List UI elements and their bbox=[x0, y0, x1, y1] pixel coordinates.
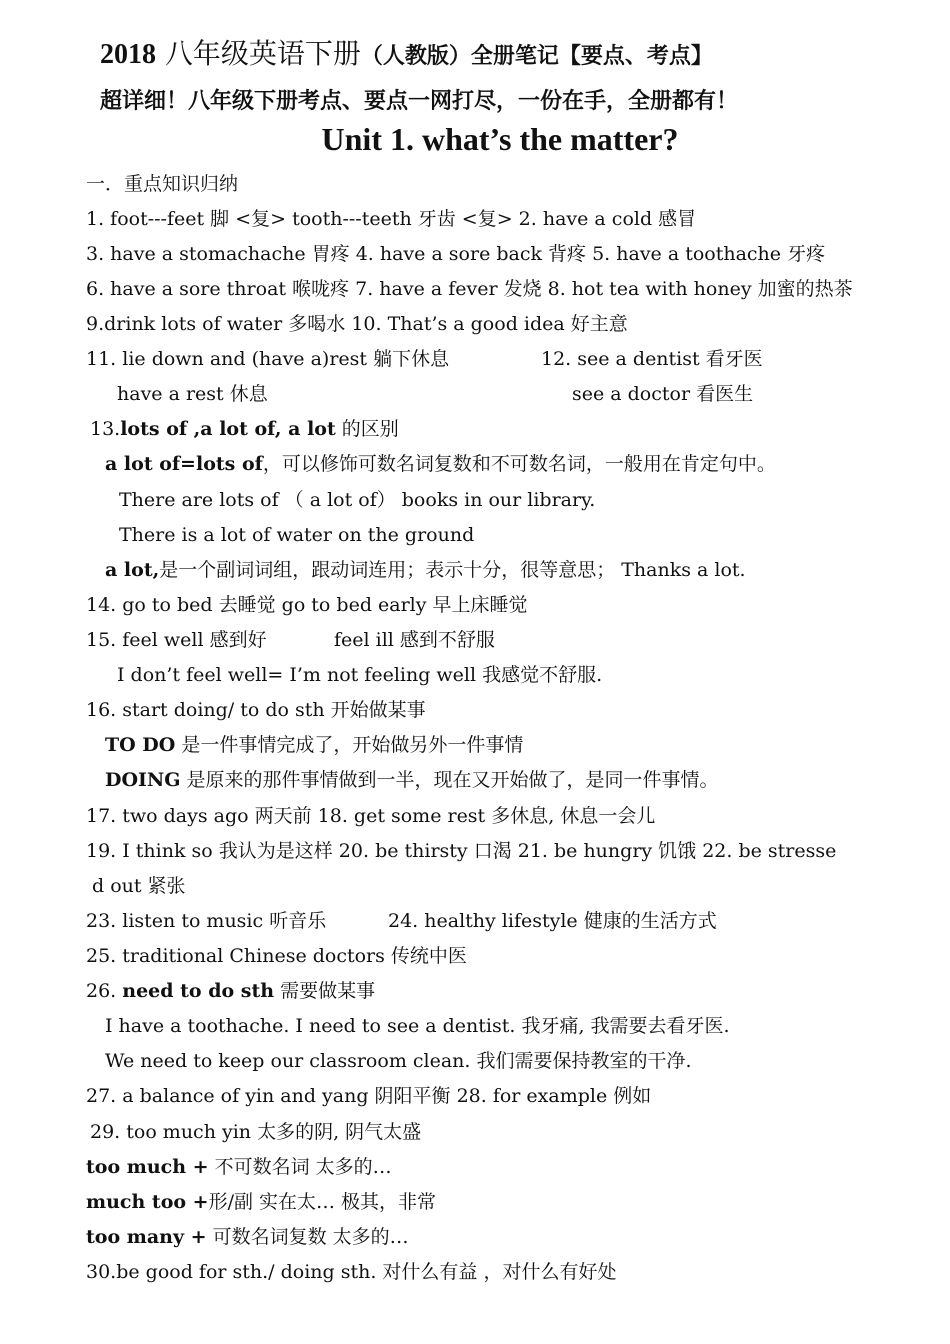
explanation: 形/副 实在太… 极其，非常 bbox=[208, 1191, 437, 1213]
key-phrase: a lot of=lots of bbox=[105, 453, 263, 475]
example-sentence: There are lots of （ a lot of） books in our library. bbox=[119, 489, 596, 511]
note-line: 3. have a stomachache 胃疼 4. have a sore back 背疼 5. have a toothache 牙疼 bbox=[86, 243, 826, 265]
explanation: 是一个副词词组，跟动词连用；表示十分，很等意思； Thanks a lot. bbox=[159, 559, 746, 581]
note-line: 9.drink lots of water 多喝水 10. That’s a good idea 好主意 bbox=[86, 313, 628, 335]
document-subtitle: 超详细！八年级下册考点、要点一网打尽，一份在手，全册都有！ bbox=[100, 89, 739, 114]
note-line: 15. feel well 感到好 bbox=[86, 629, 267, 651]
note-line bbox=[86, 978, 375, 1004]
note-line: 16. start doing/ to do sth 开始做某事 bbox=[86, 699, 426, 721]
note-line: 29. too much yin 太多的阴, 阴气太盛 bbox=[90, 1121, 422, 1143]
key-phrase: a lot, bbox=[105, 559, 160, 581]
note-line bbox=[86, 1154, 392, 1180]
explanation: 的区别 bbox=[335, 418, 399, 440]
explanation: 是一件事情完成了，开始做另外一件事情 bbox=[175, 734, 524, 756]
example-sentence: I don’t feel well= I’m not feeling well 我感觉不舒服. bbox=[117, 664, 603, 686]
item-number: 26. bbox=[86, 980, 123, 1002]
example-sentence: We need to keep our classroom clean. 我们需要保持教室的干净. bbox=[105, 1050, 692, 1072]
note-line: 14. go to bed 去睡觉 go to bed early 早上床睡觉 bbox=[86, 594, 528, 616]
key-phrase: need to do sth bbox=[122, 980, 275, 1002]
explanation: 可数名词复数 太多的… bbox=[206, 1226, 409, 1248]
key-phrase: lots of ,a lot of, a lot bbox=[120, 418, 336, 440]
note-line: feel ill 感到不舒服 bbox=[334, 629, 495, 651]
explanation: 是原来的那件事情做到一半，现在又开始做了，是同一件事情。 bbox=[180, 769, 719, 791]
note-line: 6. have a sore throat 喉咙疼 7. have a fever 发烧 8. hot tea with honey 加蜜的热茶 bbox=[86, 278, 853, 300]
key-phrase: TO DO bbox=[105, 734, 176, 756]
key-phrase: much too + bbox=[86, 1191, 209, 1213]
note-line bbox=[105, 451, 776, 477]
note-line bbox=[105, 557, 746, 583]
section-heading: 一．重点知识归纳 bbox=[86, 173, 239, 195]
explanation: 需要做某事 bbox=[274, 980, 376, 1002]
title-year: 2018 bbox=[100, 39, 156, 70]
note-line: see a doctor 看医生 bbox=[572, 383, 754, 405]
title-suffix: （人教版）全册笔记【要点、考点】 bbox=[360, 44, 713, 69]
note-line: 24. healthy lifestyle 健康的生活方式 bbox=[388, 910, 717, 932]
document-title bbox=[100, 36, 713, 75]
note-line: 25. traditional Chinese doctors 传统中医 bbox=[86, 945, 467, 967]
note-line bbox=[105, 767, 719, 793]
note-line bbox=[105, 732, 523, 758]
note-line bbox=[86, 1224, 409, 1250]
key-phrase: DOING bbox=[105, 769, 181, 791]
note-line: 12. see a dentist 看牙医 bbox=[541, 348, 763, 370]
note-line: have a rest 休息 bbox=[117, 383, 268, 405]
note-line: 1. foot---feet 脚 <复> tooth---teeth 牙齿 <复> 2. have a cold 感冒 bbox=[86, 208, 697, 230]
note-line: d out 紧张 bbox=[92, 875, 186, 897]
note-line: 17. two days ago 两天前 18. get some rest 多休息, 休息一会儿 bbox=[86, 805, 656, 827]
note-line bbox=[90, 416, 399, 442]
example-sentence: I have a toothache. I need to see a dentist. 我牙痛, 我需要去看牙医. bbox=[105, 1015, 730, 1037]
note-line bbox=[86, 1189, 436, 1215]
unit-title: Unit 1. what’s the matter? bbox=[321, 121, 679, 157]
key-phrase: too much + bbox=[86, 1156, 209, 1178]
key-phrase: too many + bbox=[86, 1226, 207, 1248]
note-line: 30.be good for sth./ doing sth. 对什么有益 ，对什么有好处 bbox=[86, 1261, 617, 1283]
note-line: 11. lie down and (have a)rest 躺下休息 bbox=[86, 348, 450, 370]
item-number: 13. bbox=[90, 418, 121, 440]
note-line: 27. a balance of yin and yang 阴阳平衡 28. for example 例如 bbox=[86, 1085, 652, 1107]
explanation: 不可数名词 太多的… bbox=[208, 1156, 392, 1178]
note-line: 23. listen to music 听音乐 bbox=[86, 910, 327, 932]
example-sentence: There is a lot of water on the ground bbox=[119, 524, 475, 546]
explanation: ，可以修饰可数名词复数和不可数名词，一般用在肯定句中。 bbox=[262, 453, 776, 475]
note-line: 19. I think so 我认为是这样 20. be thirsty 口渴 21. be hungry 饥饿 22. be stresse bbox=[86, 840, 837, 862]
title-main: 八年级英语下册 bbox=[164, 37, 361, 70]
